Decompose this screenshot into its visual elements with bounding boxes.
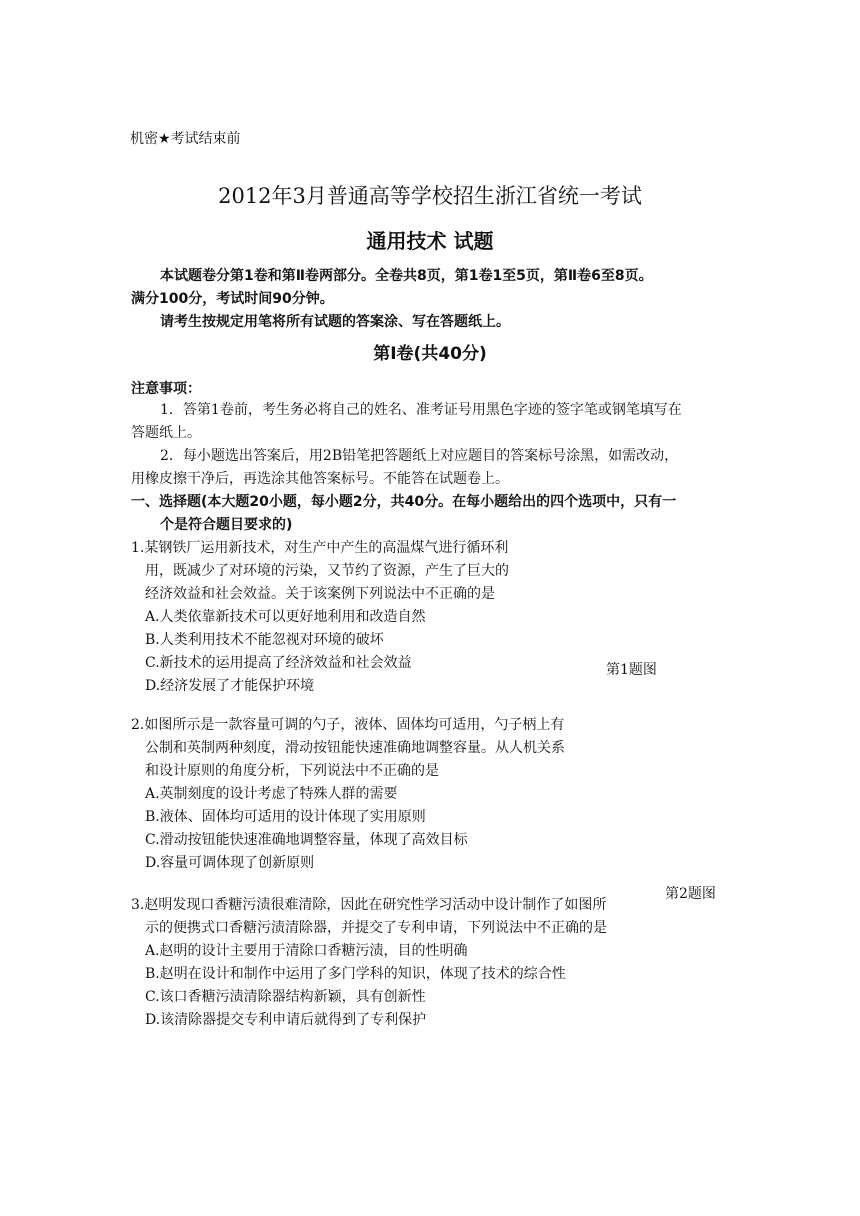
question-2-option-c: C.滑动按钮能快速准确地调整容量，体现了高效目标 (145, 832, 468, 848)
exam-title: 2012年3月普通高等学校招生浙江省统一考试 (218, 184, 642, 208)
question-3-stem-line-1: 3.赵明发现口香糖污渍很难清除，因此在研究性学习活动中设计制作了如图所 (131, 897, 607, 913)
question-1-stem-line-2: 用，既减少了对环境的污染，又节约了资源，产生了巨大的 (145, 563, 509, 579)
question-2-option-a: A.英制刻度的设计考虑了特殊人群的需要 (145, 786, 398, 802)
section-1-heading-line-2: 个是符合题目要求的) (160, 517, 293, 533)
question-1-option-c: C.新技术的运用提高了经济效益和社会效益 (145, 655, 412, 671)
question-1-option-d: D.经济发展了才能保护环境 (145, 678, 315, 694)
question-1-option-b: B.人类利用技术不能忽视对环境的破坏 (145, 632, 384, 648)
question-1-stem-line-1: 1.某钢铁厂运用新技术，对生产中产生的高温煤气进行循环利 (131, 540, 509, 556)
intro-line-2: 满分100分，考试时间90分钟。 (131, 291, 334, 307)
question-1-option-a: A.人类依靠新技术可以更好地利用和改造自然 (145, 609, 426, 625)
section-1-heading-line-1: 一、选择题(本大题20小题，每小题2分，共40分。在每小题给出的四个选项中，只有一 (131, 494, 677, 510)
question-2-option-d: D.容量可调体现了创新原则 (145, 855, 315, 871)
question-2-option-b: B.液体、固体均可适用的设计体现了实用原则 (145, 809, 426, 825)
notice-2-line-1: 2．每小题选出答案后，用2B铅笔把答题纸上对应题目的答案标号涂黑，如需改动， (160, 448, 679, 464)
question-2-stem-line-2: 公制和英制两种刻度，滑动按钮能快速准确地调整容量。从人机关系 (145, 740, 565, 756)
intro-line-3: 请考生按规定用笔将所有试题的答案涂、写在答题纸上。 (160, 314, 510, 330)
figure-1-caption: 第1题图 (606, 662, 657, 678)
question-2-stem-line-3: 和设计原则的角度分析，下列说法中不正确的是 (145, 763, 439, 779)
notice-1-line-2: 答题纸上。 (131, 425, 201, 441)
question-3-stem-line-2: 示的便携式口香糖污渍清除器，并提交了专利申请，下列说法中不正确的是 (145, 920, 607, 936)
figure-2-caption: 第2题图 (665, 886, 716, 902)
question-3-option-c: C.该口香糖污渍清除器结构新颖，具有创新性 (145, 989, 426, 1005)
question-3-option-d: D.该清除器提交专利申请后就得到了专利保护 (145, 1012, 427, 1028)
notice-1-line-1: 1．答第1卷前，考生务必将自己的姓名、准考证号用黑色字迹的签字笔或钢笔填写在 (160, 402, 682, 418)
notice-heading: 注意事项： (131, 381, 201, 397)
intro-line-1: 本试题卷分第1卷和第Ⅱ卷两部分。全卷共8页，第1卷1至5页，第Ⅱ卷6至8页。 (160, 268, 653, 284)
confidential-label: 机密★考试结束前 (130, 131, 241, 147)
question-3-option-a: A.赵明的设计主要用于清除口香糖污渍，目的性明确 (145, 943, 468, 959)
question-2-stem-line-1: 2.如图所示是一款容量可调的勺子，液体、固体均可适用，勺子柄上有 (131, 717, 565, 733)
part1-title: 第Ⅰ卷(共40分) (373, 344, 487, 364)
question-3-option-b: B.赵明在设计和制作中运用了多门学科的知识，体现了技术的综合性 (145, 966, 566, 982)
subject-title: 通用技术 试题 (366, 229, 494, 253)
question-1-stem-line-3: 经济效益和社会效益。关于该案例下列说法中不正确的是 (145, 586, 495, 602)
notice-2-line-2: 用橡皮擦干净后，再选涂其他答案标号。不能答在试题卷上。 (131, 471, 509, 487)
